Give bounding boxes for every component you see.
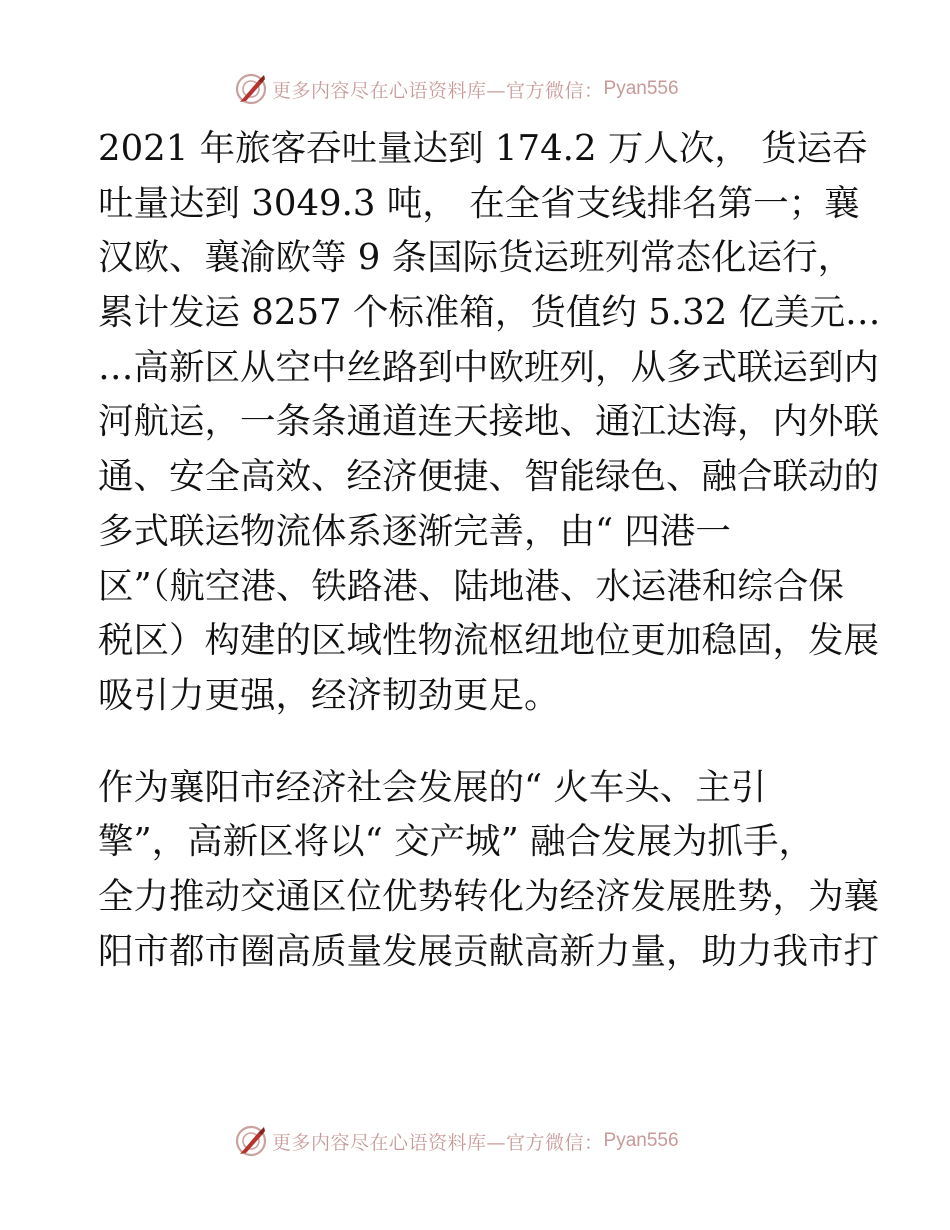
text-line: 税区）构建的区域性物流枢纽地位更加稳固，发展 <box>98 620 880 662</box>
text-line: …高新区从空中丝路到中欧班列，从多式联运到内 <box>98 346 880 388</box>
paragraph-1 <box>98 122 881 724</box>
text-line: 2021 年旅客吞吐量达到 174.2 万人次， 货运吞 <box>98 128 868 169</box>
quill-logo-icon <box>234 72 268 106</box>
paragraph-spacer <box>98 724 858 761</box>
text-line: 全力推动交通区位优势转化为经济发展胜势，为襄 <box>98 875 880 917</box>
text-line: 河航运，一条条通道连天接地、通江达海，内外联 <box>98 401 880 443</box>
text-line: 作为襄阳市经济社会发展的“ 火车头、主引 <box>98 766 767 808</box>
document-body <box>98 122 881 979</box>
text-line: 多式联运物流体系逐渐完善，由“ 四港一 <box>98 510 731 552</box>
watermark-wechat-id: Pyan556 <box>603 78 679 99</box>
watermark-text: 更多内容尽在心语资料库—官方微信： <box>272 1131 604 1154</box>
quill-logo-icon <box>234 1124 268 1158</box>
text-line: 累计发运 8257 个标准箱，货值约 5.32 亿美元… <box>98 292 881 334</box>
text-line: 吐量达到 3049.3 吨， 在全省支线排名第一；襄 <box>98 182 860 224</box>
watermark-footer <box>234 1124 679 1158</box>
text-line: 阳市都市圈高质量发展贡献高新力量，助力我市打 <box>98 930 880 972</box>
watermark-text: 更多内容尽在心语资料库—官方微信： <box>272 79 604 102</box>
paragraph-2 <box>98 761 880 980</box>
text-line: 擎”，高新区将以“ 交产城” 融合发展为抓手， <box>98 821 815 863</box>
text-line: 汉欧、襄渝欧等 9 条国际货运班列常态化运行， <box>98 237 854 279</box>
watermark-header <box>234 72 679 106</box>
watermark-wechat-id: Pyan556 <box>603 1130 679 1151</box>
text-line: 通、安全高效、经济便捷、智能绿色、融合联动的 <box>98 456 880 498</box>
text-line: 区”（航空港、铁路港、陆地港、水运港和综合保 <box>98 565 844 607</box>
text-line: 吸引力更强，经济韧劲更足。 <box>98 674 560 716</box>
